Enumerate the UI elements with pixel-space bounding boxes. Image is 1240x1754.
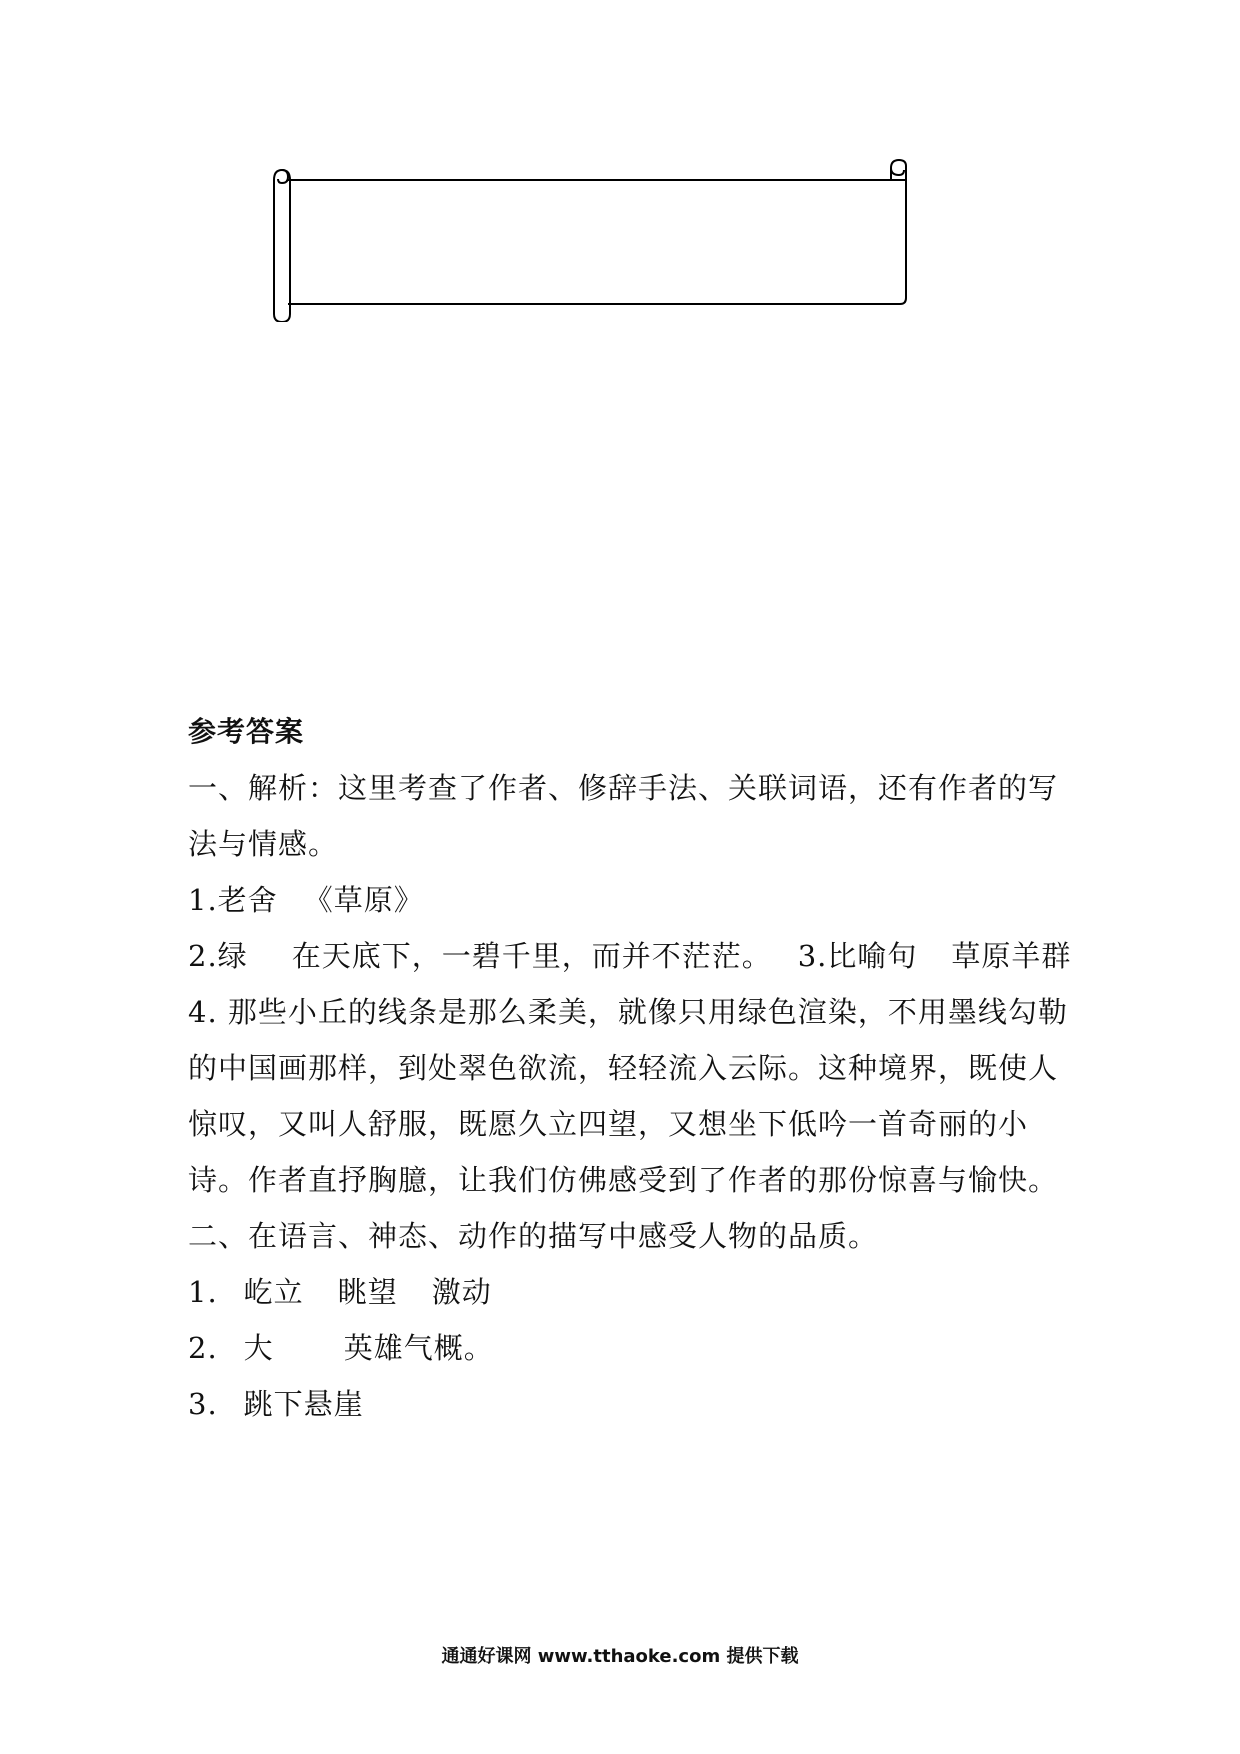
s2-answer-1-num: 1. <box>188 1275 218 1309</box>
s2-answer-1-c: 激动 <box>431 1275 492 1309</box>
answer-4-line2: 的中国画那样，到处翠色欲流，轻轻流入云际。这种境界，既使人 <box>188 1051 1059 1085</box>
page-footer: 通通好课网 www.tthaoke.com 提供下载 <box>441 1646 799 1667</box>
s2-answer-3-a: 跳下悬崖 <box>243 1387 364 1421</box>
answer-2-num: 2. <box>188 939 218 973</box>
section2-answer-3 <box>188 1384 364 1424</box>
section1-line1: 一、解析：这里考查了作者、修辞手法、关联词语，还有作者的写 <box>188 771 1059 805</box>
answer-1-a: 老舍 <box>217 883 278 917</box>
section2-title: 二、在语言、神态、动作的描写中感受人物的品质。 <box>188 1219 879 1253</box>
answer-3-num: 3. <box>797 939 828 973</box>
answer-1-b: 《草原》 <box>303 883 424 917</box>
answer-2 <box>188 936 1071 976</box>
s2-answer-1-a: 屹立 <box>243 1275 304 1309</box>
s2-answer-3-num: 3. <box>188 1387 218 1421</box>
s2-answer-2-a: 大 <box>243 1331 274 1365</box>
s2-answer-2-b: 英雄气概。 <box>343 1331 494 1365</box>
scroll-banner-frame <box>266 158 926 322</box>
answer-3-a: 比喻句 <box>827 939 918 973</box>
answer-4-line4: 诗。作者直抒胸臆，让我们仿佛感受到了作者的那份惊喜与愉快。 <box>188 1163 1059 1197</box>
s2-answer-1-b: 眺望 <box>337 1275 398 1309</box>
section1-line2: 法与情感。 <box>188 827 339 861</box>
answer-heading: 参考答案 <box>188 715 305 748</box>
answer-2-a: 绿 <box>217 939 248 973</box>
answer-1-num: 1. <box>188 883 218 917</box>
answer-3-b: 草原羊群 <box>951 939 1072 973</box>
answer-2-b: 在天底下，一碧千里，而并不茫茫。 <box>291 939 772 973</box>
section2-answer-2 <box>188 1328 494 1368</box>
answer-1 <box>188 880 424 920</box>
s2-answer-2-num: 2. <box>188 1331 218 1365</box>
answer-4-line1: 4. 那些小丘的线条是那么柔美，就像只用绿色渲染，不用墨线勾勒 <box>188 995 1068 1029</box>
answer-4-line3: 惊叹，又叫人舒服，既愿久立四望，又想坐下低吟一首奇丽的小 <box>188 1107 1029 1141</box>
section2-answer-1 <box>188 1272 492 1312</box>
